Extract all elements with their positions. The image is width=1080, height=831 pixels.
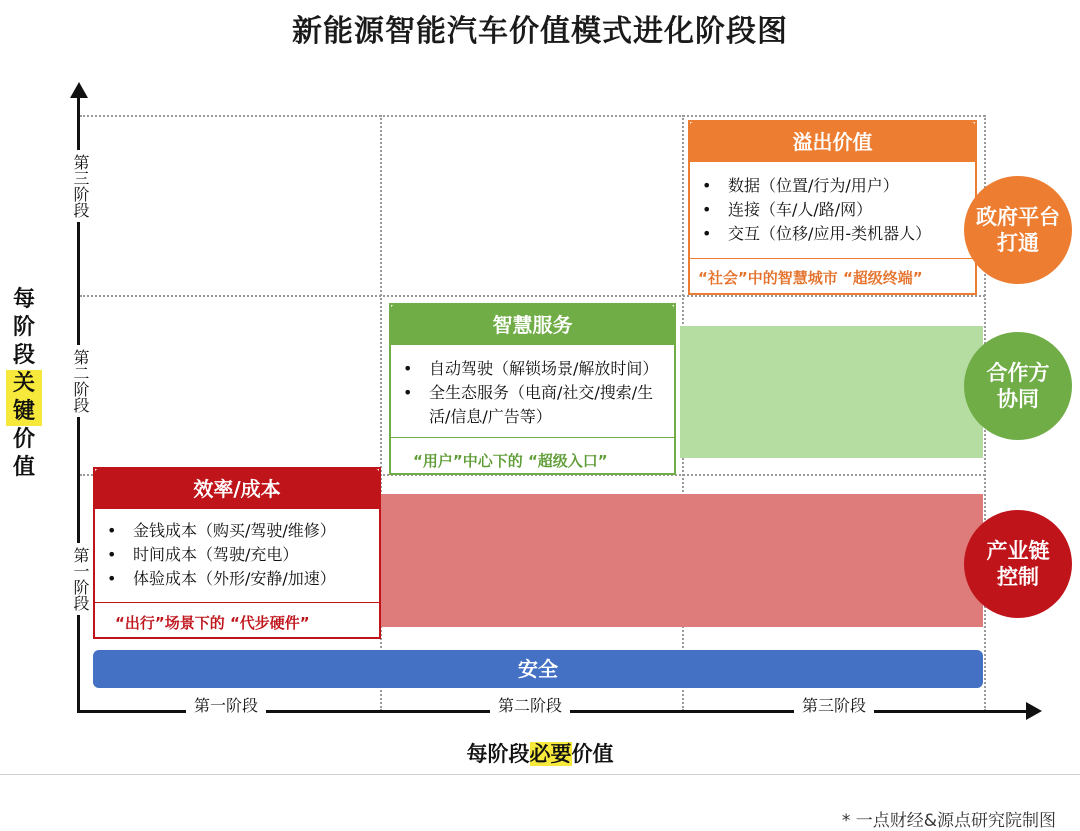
bullet-icon: • — [107, 521, 117, 540]
bullet-icon: • — [403, 383, 413, 402]
list-item — [700, 222, 971, 246]
list-item-text: 全生态服务（电商/社交/搜索/生活/信息/广告等） — [429, 383, 654, 426]
spillover-value-list — [700, 174, 971, 246]
y-stage-3-label: 第三阶段 — [64, 150, 90, 222]
bullet-icon: • — [107, 545, 117, 564]
y-stage-2-label: 第二阶段 — [64, 345, 90, 417]
bullet-icon: • — [702, 176, 712, 195]
spillover-value-card-footer: “社会”中的智慧城市 “超级终端” — [698, 269, 923, 287]
source-credit: * 一点财经&源点研究院制图 — [841, 811, 1056, 831]
circle-line: 控制 — [997, 565, 1039, 589]
efficiency-card-title: 效率/成本 — [95, 469, 379, 509]
smart-service-card-footer: “用户”中心下的 “超级入口” — [413, 452, 608, 470]
y-axis-label-highlight-char: 键 — [6, 398, 42, 426]
gov-platform-circle — [964, 176, 1072, 284]
x-axis-label-highlight: 必要 — [529, 742, 572, 766]
page-title: 新能源智能汽车价值模式进化阶段图 — [292, 14, 788, 49]
card-divider — [95, 602, 379, 603]
efficiency-card-footer: “出行”场景下的 “代步硬件” — [115, 614, 310, 632]
y-stage-1-label: 第一阶段 — [64, 543, 90, 615]
list-item-text: 时间成本（驾驶/充电） — [133, 545, 299, 564]
card-divider — [391, 437, 674, 438]
y-axis-label — [6, 286, 42, 482]
x-axis-label-text: 价值 — [571, 742, 614, 766]
y-axis-arrow-icon — [70, 82, 88, 98]
card-divider — [690, 258, 975, 259]
partner-collab-circle — [964, 332, 1072, 440]
list-item-text: 连接（车/人/路/网） — [728, 200, 873, 219]
y-axis-label-highlight-char: 关 — [6, 370, 42, 398]
x-axis-label-text: 每阶段 — [466, 742, 530, 766]
circle-line: 打通 — [997, 231, 1039, 255]
circle-line: 政府平台 — [976, 205, 1060, 229]
x-stage-2-label: 第二阶段 — [490, 695, 570, 717]
list-item-text: 金钱成本（购买/驾驶/维修） — [133, 521, 336, 540]
bullet-icon: • — [702, 224, 712, 243]
circle-line: 合作方 — [986, 361, 1050, 385]
safety-bar: 安全 — [93, 650, 983, 688]
list-item-text: 体验成本（外形/安静/加速） — [133, 569, 336, 588]
y-axis-label-char: 段 — [12, 343, 35, 368]
x-axis-label — [0, 738, 1080, 768]
y-axis-label-char: 阶 — [12, 315, 35, 340]
bullet-icon: • — [702, 200, 712, 219]
list-item — [401, 357, 670, 381]
x-axis-arrow-icon — [1026, 702, 1042, 720]
circle-line: 协同 — [997, 387, 1039, 411]
grid-line-upper — [80, 295, 985, 297]
industry-chain-circle — [964, 510, 1072, 618]
x-stage-3-label: 第三阶段 — [794, 695, 874, 717]
y-axis-label-char: 每 — [12, 287, 35, 312]
bullet-icon: • — [107, 569, 117, 588]
spillover-value-card — [688, 120, 977, 295]
list-item — [401, 381, 670, 429]
footer-divider — [0, 774, 1080, 775]
efficiency-card — [93, 467, 381, 639]
list-item-text: 交互（位移/应用-类机器人） — [728, 224, 932, 243]
circle-line: 产业链 — [986, 539, 1050, 563]
bullet-icon: • — [403, 359, 413, 378]
list-item-text: 数据（位置/行为/用户） — [728, 176, 899, 195]
stage2-band — [680, 326, 983, 458]
y-axis-label-char: 价 — [12, 427, 35, 452]
list-item — [700, 198, 971, 222]
list-item-text: 自动驾驶（解锁场景/解放时间） — [429, 359, 659, 378]
smart-service-card-title: 智慧服务 — [391, 305, 674, 345]
list-item — [105, 567, 373, 591]
stage1-band — [380, 494, 983, 627]
smart-service-card — [389, 303, 676, 475]
list-item — [105, 543, 373, 567]
efficiency-list — [105, 519, 373, 591]
grid-line-top — [80, 115, 985, 117]
list-item — [700, 174, 971, 198]
spillover-value-card-title: 溢出价值 — [690, 122, 975, 162]
list-item — [105, 519, 373, 543]
smart-service-list — [401, 357, 670, 429]
y-axis-label-char: 值 — [12, 455, 35, 480]
x-stage-1-label: 第一阶段 — [186, 695, 266, 717]
